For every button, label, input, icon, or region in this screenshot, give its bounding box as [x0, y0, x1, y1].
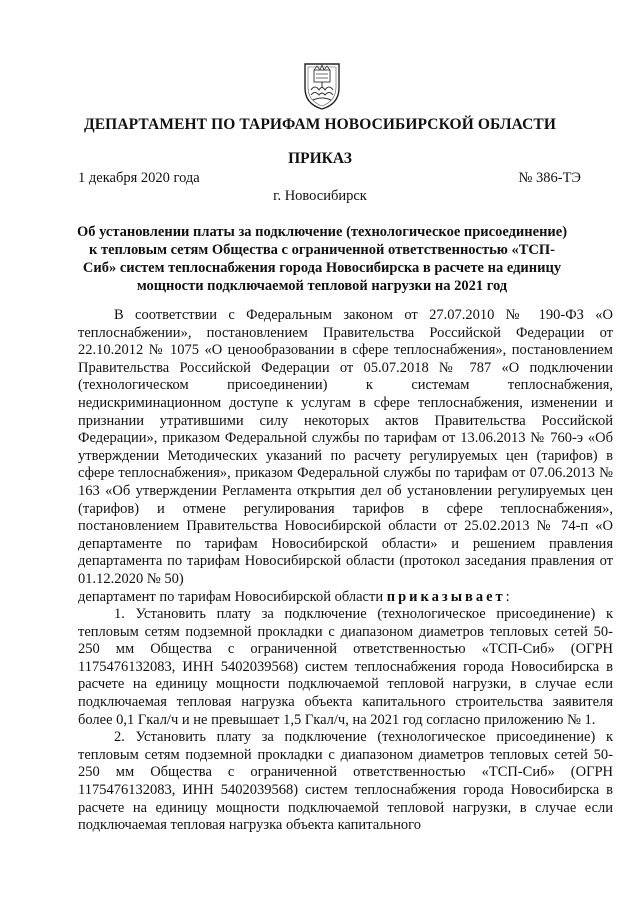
orders-word: приказывает [386, 588, 506, 605]
order-item-2: 2. Установить плату за подключение (технологическое присоединение) к тепловым сетям подземной прокладки с диапазоном диаметров тепловых сетей 50-250 мм Общества с ограниченной ответственностью «ТСП-Сиб» (ОГРН 1175476132083, ИНН 5402039568) систем теплоснабжения города Новосибирска в расчете на единицу мощности подключаемой тепловой нагрузки, в случае если подключаемая тепловая нагрузка объекта капитального [78, 729, 613, 834]
order-subject: Об установлении платы за подключение (технологическое присоединение) к тепловым сетям Общества с ограниченной ответственностью «ТСП-Сиб» систем теплоснабжения города Новосибирска в расчете на единицу мощности подключаемой тепловой нагрузки на 2021 год [76, 224, 568, 294]
order-item-1: 1. Установить плату за подключение (технологическое присоединение) к тепловым сетям подземной прокладки с диапазоном диаметров тепловых сетей 50-250 мм Общества с ограниченной ответственностью «ТСП-Сиб» (ОГРН 1175476132083, ИНН 5402039568) систем теплоснабжения города Новосибирска в расчете на единицу мощности подключаемой тепловой нагрузки, в случае если подключаемая тепловая нагрузка объекта капитального строительства заявителя более 0,1 Гкал/ч и не превышает 1,5 Гкал/ч, на 2021 год согласно приложению № 1. [78, 606, 613, 728]
department-name: ДЕПАРТАМЕНТ ПО ТАРИФАМ НОВОСИБИРСКОЙ ОБЛАСТИ [83, 116, 557, 133]
orders-intro: департамент по тарифам Новосибирской области [78, 588, 384, 605]
orders-colon: : [505, 588, 510, 605]
order-date: 1 декабря 2020 года [78, 170, 200, 186]
order-body [78, 307, 613, 835]
orders-line [78, 589, 613, 607]
order-city: г. Новосибирск [273, 188, 367, 204]
document-type: ПРИКАЗ [288, 150, 352, 167]
preamble-paragraph: В соответствии с Федеральным законом от 27.07.2010 № 190-ФЗ «О теплоснабжении», постановлением Правительства Российской Федерации от 22.10.2012 № 1075 «О ценообразовании в сфере теплоснабжения», постановлением Правительства Российской Федерации от 05.07.2018 № 787 «О подключении (технологическом присоединении) к системам теплоснабжения, недискриминационном доступе к услугам в сфере теплоснабжения, изменении и признании утратившими силу некоторых актов Правительства Российской Федерации», приказом Федеральной службы по тарифам от 13.06.2013 № 760-э «Об утверждении Методических указаний по расчету регулируемых цен (тарифов) в сфере теплоснабжения», приказом Федеральной службы по тарифам от 07.06.2013 № 163 «Об утверждении Регламента открытия дел об установлении регулируемых цен (тарифов) и отмене регулирования тарифов в сфере теплоснабжения», постановлением Правительства Новосибирской области от 25.02.2013 № 74-п «О департаменте по тарифам Новосибирской области» и решением правления департамента по тарифам Новосибирской области (протокол заседания правления от 01.12.2020 № 50) [78, 307, 613, 587]
order-number: № 386-ТЭ [518, 170, 581, 186]
coat-of-arms-icon [303, 60, 341, 110]
